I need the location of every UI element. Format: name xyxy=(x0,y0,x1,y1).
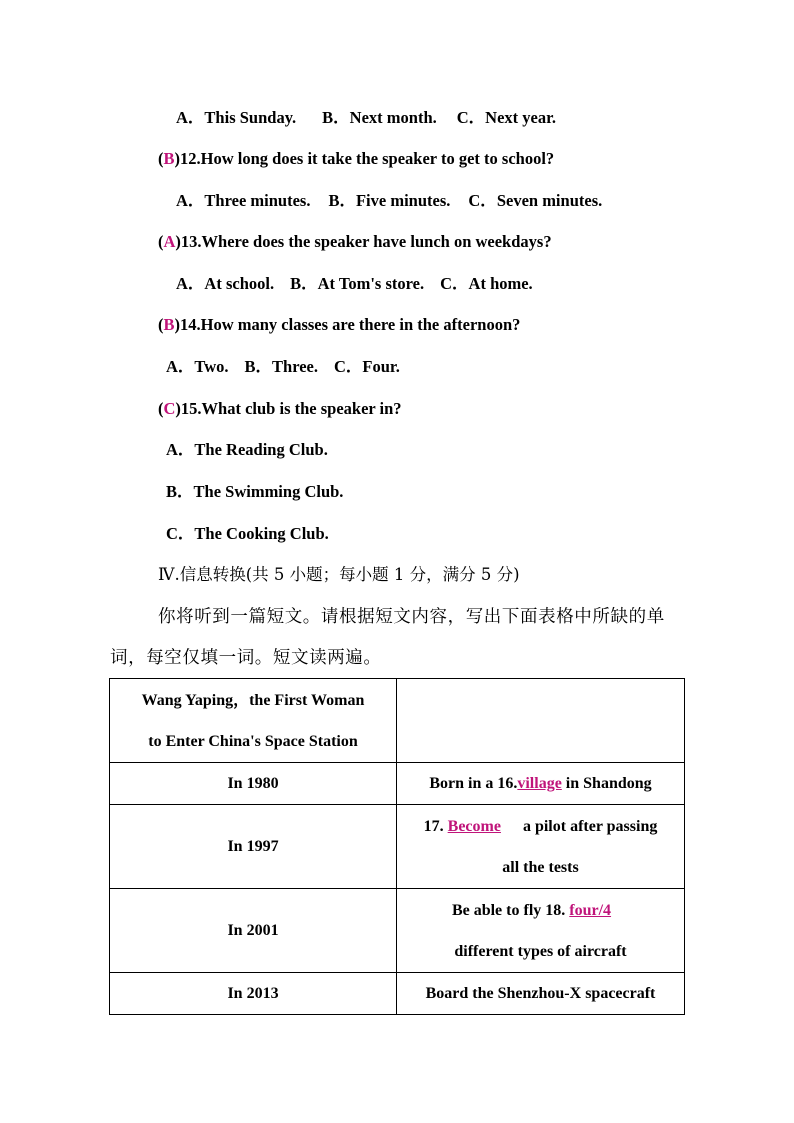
q11-option-b: Next month. xyxy=(349,108,437,127)
q13-option-c-letter: C． xyxy=(440,274,469,293)
q12-paren-open: ( xyxy=(158,149,164,168)
section4-heading: Ⅳ.信息转换(共 5 小题；每小题 1 分，满分 5 分) xyxy=(158,565,520,584)
answer-16: village xyxy=(517,775,562,792)
event-text-pre: Born in a 16. xyxy=(429,775,518,792)
answer-17: Become xyxy=(447,817,501,835)
answer-blank-16 xyxy=(517,775,561,792)
table-row xyxy=(110,889,685,973)
q15-option-a: The Reading Club. xyxy=(194,440,328,459)
q12-options xyxy=(176,191,602,211)
q14-paren-open: ( xyxy=(158,315,164,334)
table-row xyxy=(110,973,685,1015)
event-text-line2: different types of aircraft xyxy=(454,942,627,960)
q14-option-a: Two. xyxy=(194,357,229,376)
q12-option-c-letter: C． xyxy=(468,191,497,210)
q13-paren-open: ( xyxy=(158,232,164,251)
q12-stem-line xyxy=(158,149,554,169)
answer-blank-17 xyxy=(448,818,515,835)
table-row xyxy=(110,679,685,763)
q13-option-a-letter: A． xyxy=(176,274,205,293)
table-title-cell xyxy=(110,679,397,763)
q14-option-a-letter: A． xyxy=(166,357,195,376)
table-event-cell xyxy=(397,763,685,805)
q15-paren-open: ( xyxy=(158,399,164,418)
q13-option-b: At Tom's store. xyxy=(317,274,425,293)
q12-paren-close: ) xyxy=(174,149,181,168)
q12-stem: 12.How long does it take the speaker to get to school? xyxy=(180,149,555,168)
event-text-pre: Be able to fly 18. xyxy=(451,901,566,919)
section4-instruction-line1: 你将听到一篇短文。请根据短文内容，写出下面表格中所缺的单 xyxy=(158,607,665,627)
q13-stem-line xyxy=(158,232,552,252)
q11-options xyxy=(176,108,556,128)
q14-paren-close: ) xyxy=(174,315,181,334)
table-event-cell xyxy=(397,805,685,889)
event-text-pre: 17. xyxy=(423,817,444,835)
table-year-cell: In 1997 xyxy=(110,805,397,889)
q12-option-b: Five minutes. xyxy=(355,191,451,210)
q13-options xyxy=(176,274,533,294)
q15-stem-line xyxy=(158,399,402,419)
table-empty-cell xyxy=(397,679,685,763)
q14-option-b-letter: B． xyxy=(244,357,273,376)
q14-option-b: Three. xyxy=(272,357,318,376)
q12-option-a-letter: A． xyxy=(176,191,205,210)
q13-paren-close: ) xyxy=(175,232,181,251)
q12-option-c: Seven minutes. xyxy=(496,191,603,210)
q14-option-c-letter: C． xyxy=(334,357,363,376)
section4-instruction-line2: 词，每空仅填一词。短文读两遍。 xyxy=(110,648,382,668)
table-year-cell: In 2001 xyxy=(110,889,397,973)
table-title-line1: Wang Yaping，the First Woman xyxy=(141,691,365,709)
event-text-post: in Shandong xyxy=(565,775,652,792)
table-row xyxy=(110,763,685,805)
q11-option-a: This Sunday. xyxy=(204,108,297,127)
table-event-cell: Board the Shenzhou-X spacecraft xyxy=(397,973,685,1015)
q15-answer: C xyxy=(163,399,176,418)
table-year-cell: In 2013 xyxy=(110,973,397,1015)
q13-answer: A xyxy=(163,232,176,251)
answer-blank-18 xyxy=(569,902,629,919)
table-title-line2: to Enter China's Space Station xyxy=(148,732,358,750)
q12-answer: B xyxy=(163,149,175,168)
table-row xyxy=(110,805,685,889)
q15-option-b-letter: B． xyxy=(166,482,194,501)
q13-option-a: At school. xyxy=(204,274,275,293)
q14-options xyxy=(166,357,400,377)
event-text-line2: all the tests xyxy=(502,858,579,876)
event-text-post: a pilot after passing xyxy=(522,817,658,835)
q11-option-a-letter: A． xyxy=(176,108,205,127)
q13-option-c: At home. xyxy=(468,274,533,293)
q13-stem: 13.Where does the speaker have lunch on weekdays? xyxy=(180,232,552,251)
q15-option-b: The Swimming Club. xyxy=(193,482,344,501)
q15-option-c: The Cooking Club. xyxy=(194,524,329,543)
q13-option-b-letter: B． xyxy=(290,274,318,293)
q11-option-c: Next year. xyxy=(485,108,557,127)
q15-option-a-line xyxy=(166,440,328,460)
q14-answer: B xyxy=(163,315,175,334)
q15-option-c-line xyxy=(166,524,329,544)
q15-option-a-letter: A． xyxy=(166,440,195,459)
q11-option-c-letter: C． xyxy=(456,108,486,127)
q14-option-c: Four. xyxy=(362,357,400,376)
q11-option-b-letter: B． xyxy=(322,108,350,127)
q14-stem-line xyxy=(158,315,520,335)
q14-stem: 14.How many classes are there in the afternoon? xyxy=(180,315,521,334)
q15-paren-close: ) xyxy=(175,399,181,418)
table-year-cell: In 1980 xyxy=(110,763,397,805)
q15-option-c-letter: C． xyxy=(166,524,195,543)
q12-option-b-letter: B． xyxy=(328,191,356,210)
table-event-cell xyxy=(397,889,685,973)
q15-stem: 15.What club is the speaker in? xyxy=(180,399,402,418)
info-table xyxy=(109,678,685,1015)
answer-18: four/4 xyxy=(569,901,612,919)
q15-option-b-line xyxy=(166,482,343,502)
q12-option-a: Three minutes. xyxy=(204,191,311,210)
